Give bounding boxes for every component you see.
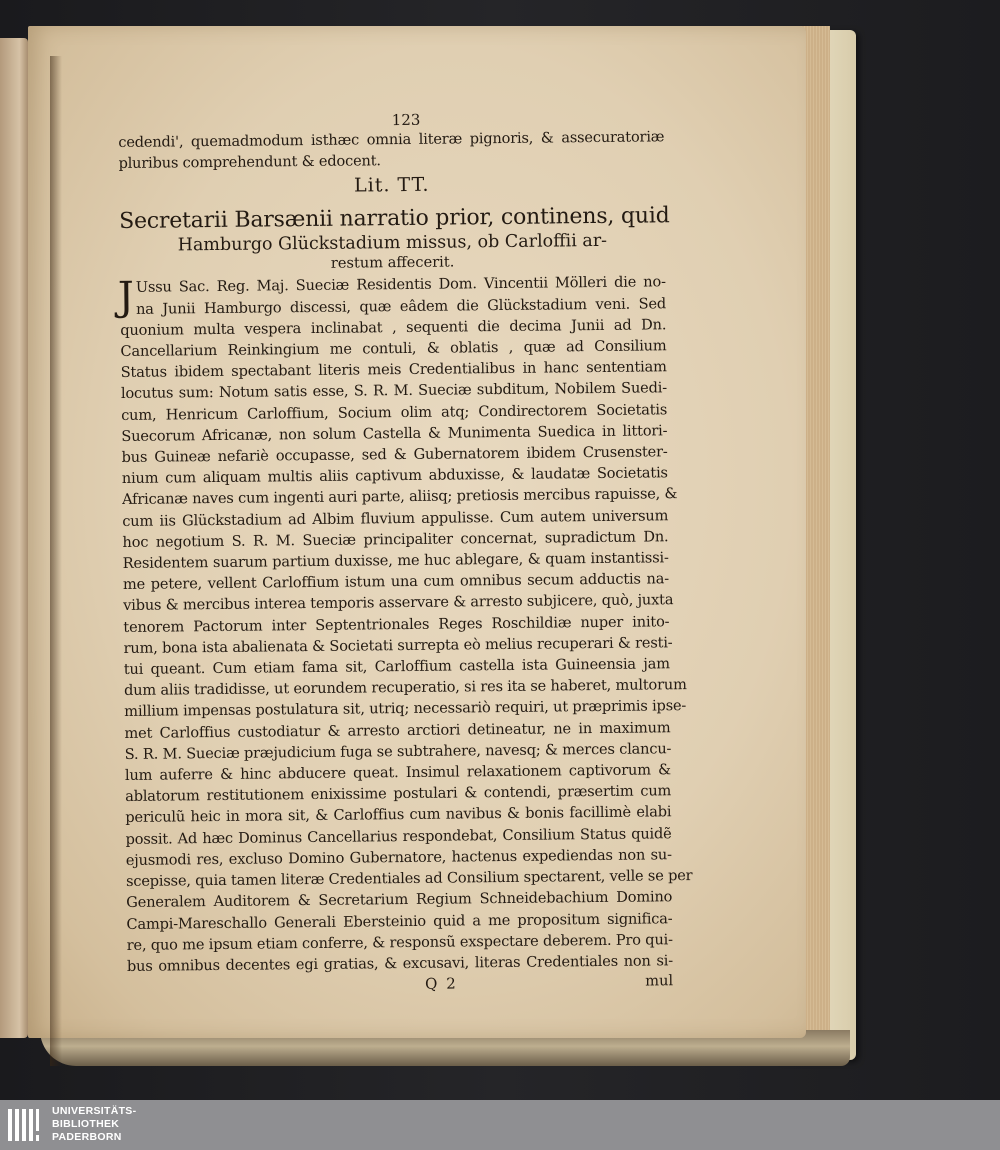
body-line: cum, Henricum Carloffium, Socium olim atq; Condirectorem Societatis (121, 400, 668, 424)
body-line: Campi-Mareschallo Generali Ebersteinio quid a me propositum significa- (126, 909, 673, 933)
book-page (28, 26, 806, 1038)
body-line: ejusmodi res, excluso Domino Gubernatore, hactenus expediendas non su- (125, 846, 672, 869)
left-page-edge (0, 38, 28, 1038)
body-line: millium impensas postulatura sit, utriq; necessariò requiri, ut præprimis ipse- (124, 697, 687, 721)
body-line: locutus sum: Notum satis esse, S. R. M. Sueciæ subditum, Nobilem Suedi- (120, 379, 667, 403)
body-line: periculũ heic in mora sit, & Carloffius cum navibus & bonis facillimè elabi (125, 803, 672, 827)
body-line: met Carloffius custodiatur & arresto arctiori detineatur, ne in maximum (124, 718, 671, 742)
library-name-line: PADERBORN (52, 1131, 122, 1143)
section-title-line: Hamburgo Glückstadium missus, ob Carloffii ar- (177, 231, 608, 256)
body-line: me petere, vellent Carloffium istum una cum omnibus secum adductis na- (122, 570, 669, 594)
page-text (117, 108, 693, 999)
opening-line: cedendi', quemadmodum isthæc omnia literæ pignoris, & assecuratoriæ (118, 128, 665, 151)
section-title-line: Secretarii Barsænii narratio prior, continens, quid (118, 203, 670, 235)
body-line: Africanæ naves cum ingenti auri parte, aliisq; pretiosis mercibus rapuisse, & (121, 485, 678, 509)
library-name-line: UNIVERSITÄTS- (52, 1105, 137, 1117)
body-line: na Junii Hamburgo discessi, quæ eâdem die Glückstadium veni. Sed (135, 294, 667, 318)
body-line: scepisse, quia tamen literæ Credentiales ad Consilium spectarent, velle se per (125, 867, 693, 891)
body-line: bus omnibus decentes egi gratias, & excusavi, literas Credentiales non si- (126, 952, 673, 975)
body-line: Suecorum Africanæ, non solum Castella & Munimenta Suedica in littori- (121, 422, 668, 445)
library-footer-bar (0, 1100, 1000, 1150)
body-line: re, quo me ipsum etiam conferre, & responsũ exspectare deberem. Pro qui- (126, 930, 673, 954)
page-footer (127, 971, 673, 999)
section-title (118, 203, 670, 276)
body-line: hoc negotium S. R. M. Sueciæ principaliter concernat, supradictum Dn. (122, 528, 669, 551)
catchword: mul (645, 972, 674, 990)
page-number: 123 (391, 110, 421, 130)
body-line: Cancellarium Reinkingium me contuli, & oblatis , quæ ad Consilium (120, 337, 667, 361)
section-title-line: restum affecerit. (330, 253, 455, 273)
body-line: Status ibidem spectabant literis meis Credentialibus in hanc sententiam (120, 358, 667, 382)
body-line: vibus & mercibus interea temporis asservare & arresto subjicere, quò, juxta (123, 591, 674, 615)
body-line: rum, bona ista abalienata & Societati surrepta eò melius recuperari & resti- (123, 634, 673, 657)
body-line: possit. Ad hæc Dominus Cancellarius respondebat, Consilium Status quidẽ (125, 824, 672, 848)
drop-cap: J (117, 274, 135, 321)
body-line: bus Guineæ nefariè occupasse, sed & Gubernatorem ibidem Crusenster- (121, 443, 668, 467)
body-line: Ussu Sac. Reg. Maj. Sueciæ Residentis Dom. Vincentii Mölleri die no- (135, 273, 666, 297)
body-line: quonium multa vespera inclinabat , sequenti die decima Junii ad Dn. (120, 316, 667, 339)
body-line: cum iis Glückstadium ad Albim fluvium appulisse. Cum autem universum (122, 506, 669, 530)
body-line: dum aliis tradidisse, ut eorundem recuperatio, si res ita se haberet, multorum (123, 676, 687, 700)
body-lines (120, 314, 693, 977)
spine-shadow (50, 56, 62, 1066)
body-line: Residentem suarum partium duxisse, me huc ablegare, & quam instantissi- (122, 549, 669, 573)
body-line: tenorem Pactorum inter Septentrionales Reges Roschildiæ nuper inito- (123, 612, 670, 636)
body-line: nium cum aliquam multis aliis captivum abduxisse, & laudatæ Societatis (121, 464, 668, 488)
university-library-logo-icon (6, 1105, 46, 1145)
body-line: lum auferre & hinc abducere queat. Insimul relaxationem captivorum & (124, 761, 671, 785)
library-name (52, 1105, 136, 1144)
body-line: S. R. M. Sueciæ præjudicium fuga se subtrahere, navesq; & merces clancu- (124, 740, 672, 763)
library-name-line: BIBLIOTHEK (52, 1118, 120, 1130)
lit-heading: Lit. TT. (353, 174, 430, 197)
opening-line: pluribus comprehendunt & edocent. (118, 152, 381, 173)
body-line: Generalem Auditorem & Secretarium Regium Schneidebachium Domino (126, 888, 673, 912)
signature-mark: Q 2 (425, 974, 458, 993)
body-line: tui queant. Cum etiam fama sit, Carloffium castella ista Guineensia jam (123, 655, 670, 679)
body-line: ablatorum restitutionem enixissime postulari & contendi, præsertim cum (125, 782, 672, 806)
body-text (117, 272, 693, 977)
